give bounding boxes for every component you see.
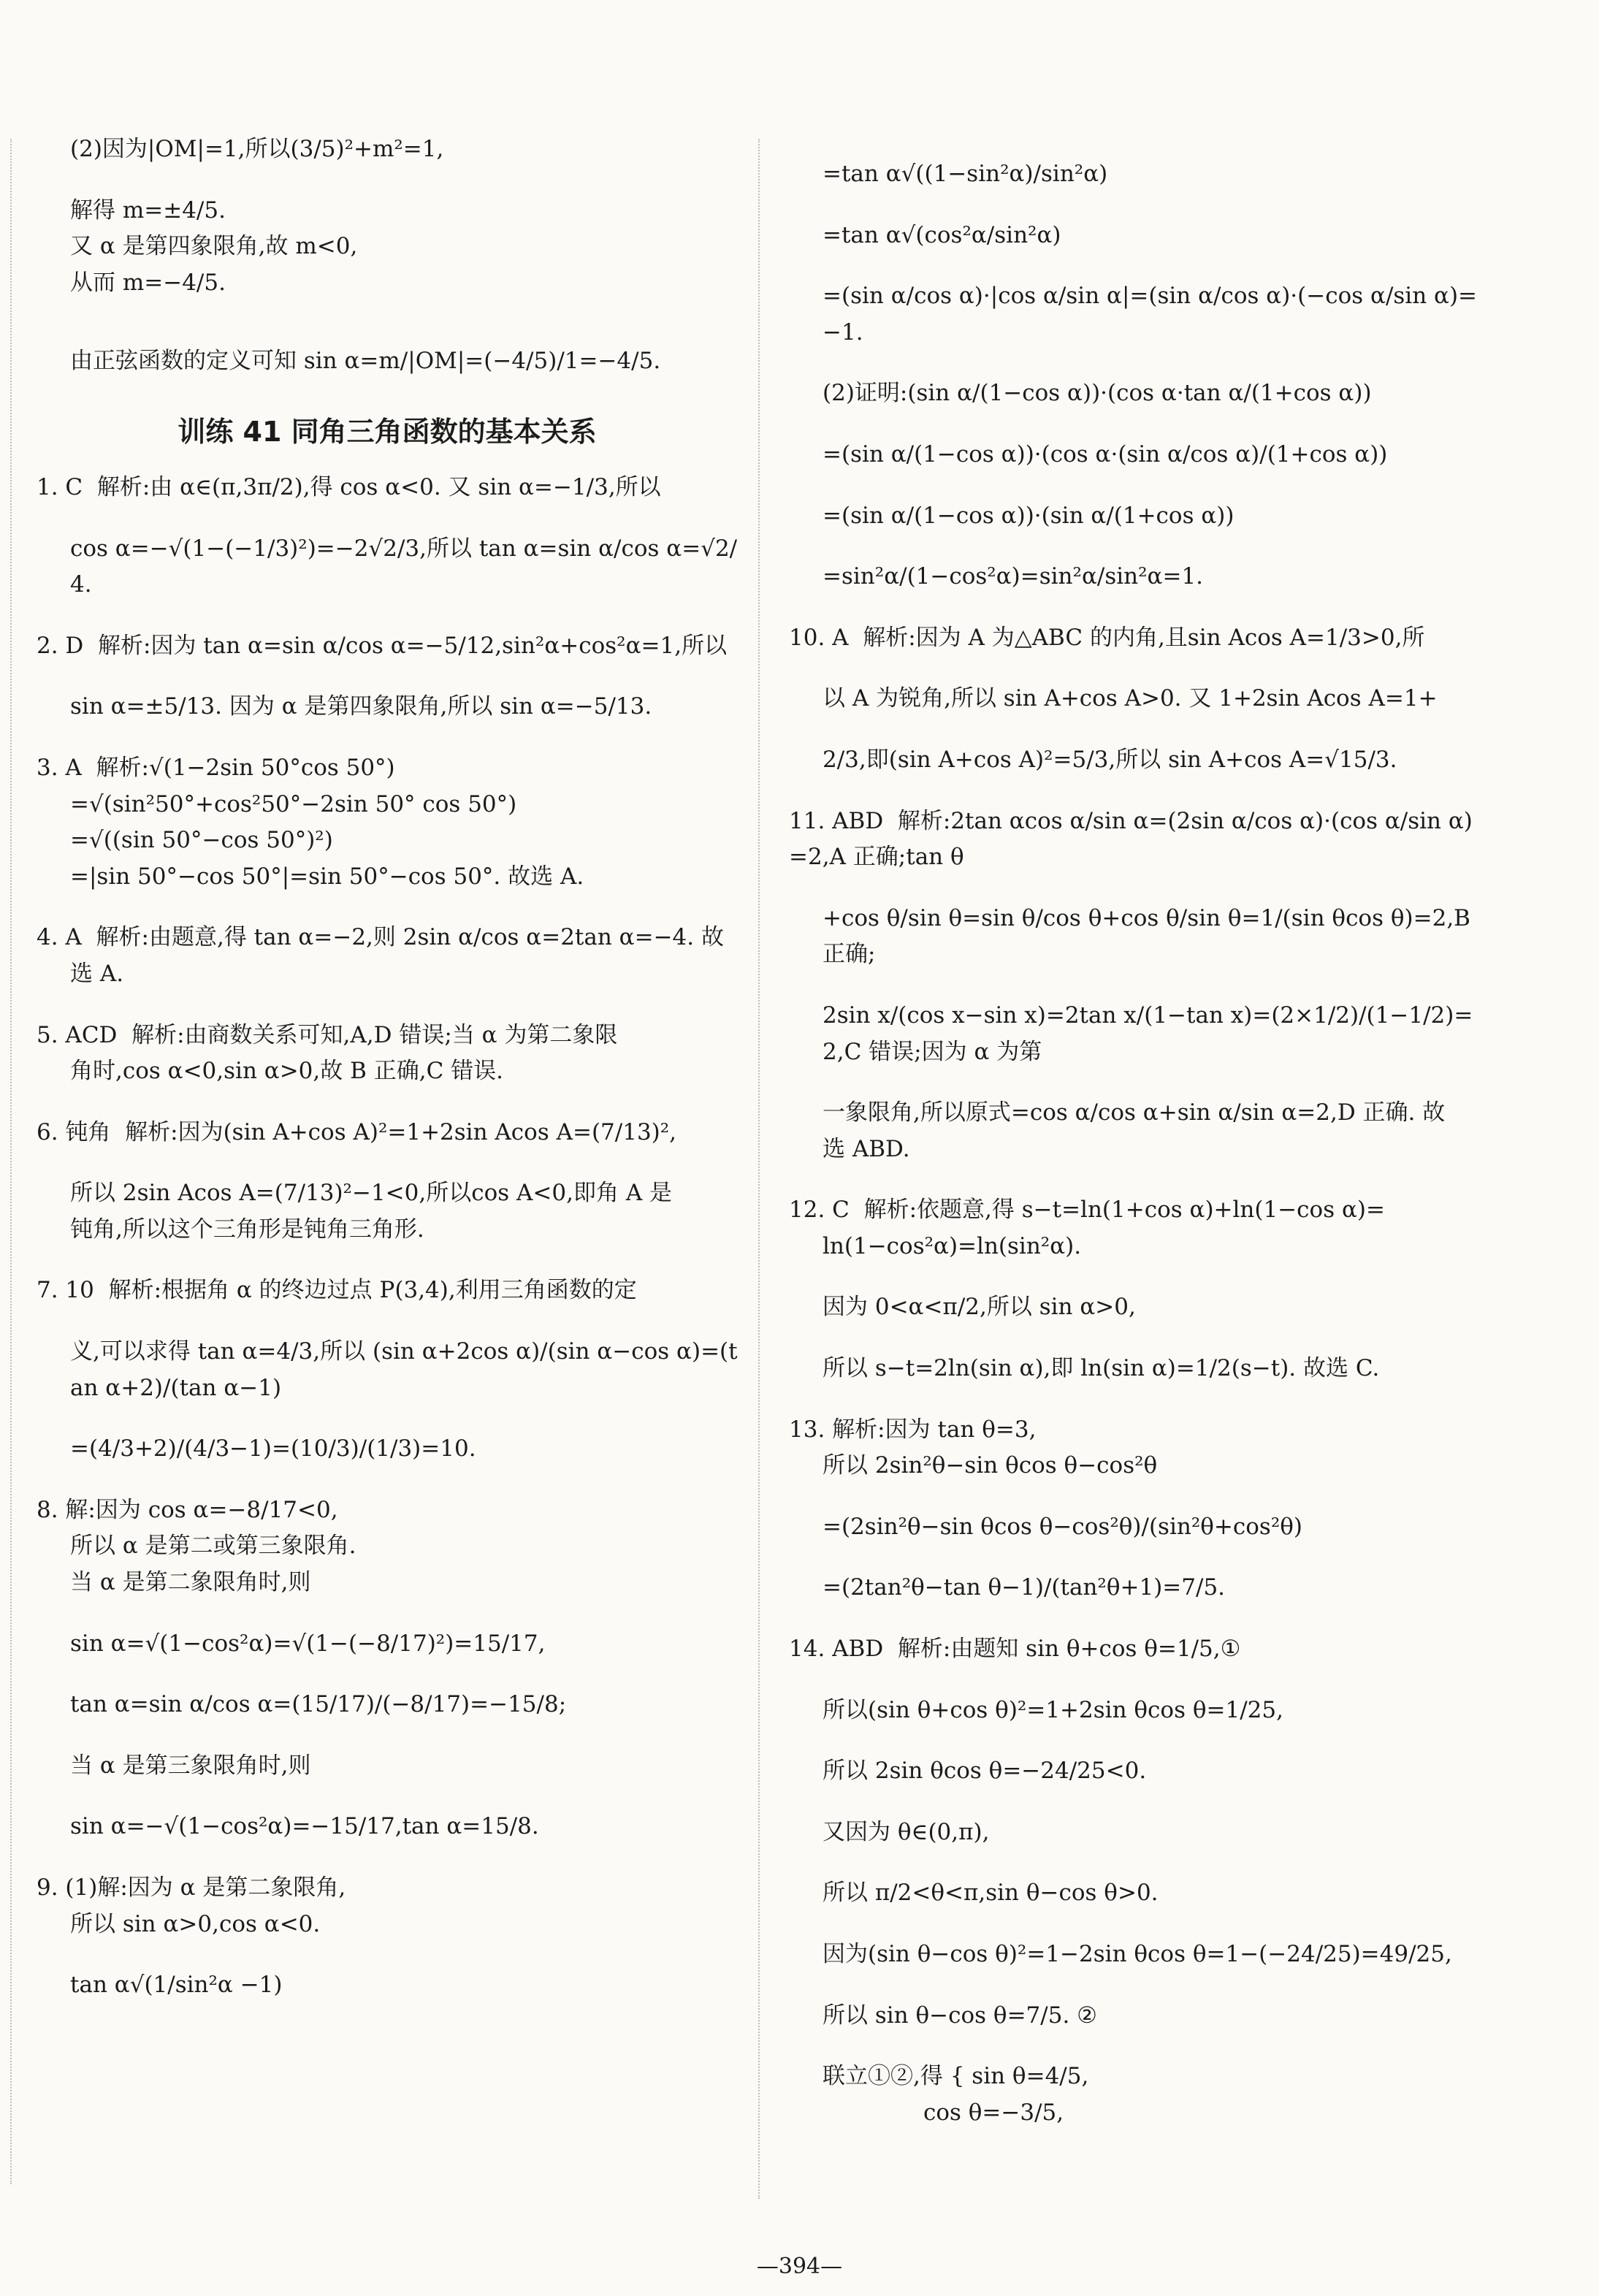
answer-line: 义,可以求得 tan α=4/3,所以 (sin α+2cos α)/(sin α−cos α)=(tan α+2)/(tan α−1) (70, 1338, 738, 1401)
answer-line: 所以 sin α>0,cos α<0. (70, 1910, 321, 1937)
answer-line: ln(1−cos²α)=ln(sin²α). (823, 1232, 1082, 1259)
answer-line: 所以 2sin Acos A=(7/13)²−1<0,所以cos A<0,即角 A 是 (70, 1180, 673, 1207)
answer-line: =(2tan²θ−tan θ−1)/(tan²θ+1)=7/5. (823, 1574, 1226, 1601)
right-column (789, 131, 1490, 2131)
answer-line: 6. 钝角 解析:因为(sin A+cos A)²=1+2sin Acos A=(7/13)², (37, 1118, 677, 1145)
answer-line: 以 A 为锐角,所以 sin A+cos A>0. 又 1+2sin Acos A=1+ (823, 685, 1438, 712)
answer-line: 所以(sin θ+cos θ)²=1+2sin θcos θ=1/25, (823, 1696, 1283, 1723)
section-title: 训练 41 同角三角函数的基本关系 (178, 415, 597, 448)
answer-line: 所以 2sin²θ−sin θcos θ−cos²θ (823, 1452, 1158, 1479)
answer-line: 一象限角,所以原式=cos α/cos α+sin α/sin α=2,D 正确. 故 (823, 1099, 1446, 1126)
answer-line: 选 ABD. (823, 1135, 910, 1162)
answer-line: 钝角,所以这个三角形是钝角三角形. (70, 1216, 424, 1243)
answer-line: 13. 解析:因为 tan θ=3, (789, 1416, 1037, 1443)
answer-line: 联立①②,得 { sin θ=4/5, (823, 2063, 1089, 2090)
answer-line: =(4/3+2)/(4/3−1)=(10/3)/(1/3)=10. (70, 1435, 476, 1462)
answer-line: sin α=√(1−cos²α)=√(1−(−8/17)²)=15/17, (70, 1630, 546, 1657)
text-line: 解得 m=±4/5. (70, 197, 226, 224)
answer-line: 所以 s−t=2ln(sin α),即 ln(sin α)=1/2(s−t). 故选 C. (823, 1355, 1380, 1382)
answer-line: sin α=−√(1−cos²α)=−15/17,tan α=15/8. (70, 1813, 539, 1840)
answer-line: 当 α 是第三象限角时,则 (70, 1752, 311, 1779)
answer-line: =tan α√((1−sin²α)/sin²α) (823, 161, 1108, 187)
answer-line: 所以 π/2<θ<π,sin θ−cos θ>0. (823, 1880, 1159, 1907)
answer-line: 12. C 解析:依题意,得 s−t=ln(1+cos α)+ln(1−cos α)= (789, 1197, 1385, 1224)
answer-line: +cos θ/sin θ=sin θ/cos θ+cos θ/sin θ=1/(sin θcos θ)=2,B 正确; (823, 904, 1478, 968)
text-line: 从而 m=−4/5. (70, 269, 226, 296)
answer-line: =√((sin 50°−cos 50°)²) (70, 827, 333, 854)
answer-line: cos θ=−3/5, (823, 2099, 1064, 2126)
answer-line: =|sin 50°−cos 50°|=sin 50°−cos 50°. 故选 A. (70, 863, 584, 890)
text-line: 又 α 是第四象限角,故 m<0, (70, 233, 358, 260)
answer-line: 2/3,即(sin A+cos A)²=5/3,所以 sin A+cos A=√15/3. (823, 746, 1397, 773)
answer-line: cos α=−√(1−(−1/3)²)=−2√2/3,所以 tan α=sin α/cos α=√2/4. (70, 535, 738, 598)
page-number: —394— (756, 2254, 843, 2279)
column-divider (758, 139, 760, 2199)
left-margin-rule (10, 139, 12, 2184)
answer-line: 当 α 是第二象限角时,则 (70, 1569, 311, 1596)
answer-line: 所以 2sin θcos θ=−24/25<0. (823, 1758, 1147, 1785)
answer-line: 所以 α 是第二或第三象限角. (70, 1533, 356, 1560)
answer-line: (2)证明:(sin α/(1−cos α))·(cos α·tan α/(1+cos α)) (823, 380, 1372, 407)
answer-line: 4. A 解析:由题意,得 tan α=−2,则 2sin α/cos α=2tan α=−4. 故 (37, 924, 724, 951)
text-line: 由正弦函数的定义可知 sin α=m/|OM|=(−4/5)/1=−4/5. (70, 348, 661, 375)
text-line: (2)因为|OM|=1,所以(3/5)²+m²=1, (70, 136, 444, 162)
answer-line: tan α√(1/sin²α −1) (70, 1972, 283, 1999)
answer-line: 5. ACD 解析:由商数关系可知,A,D 错误;当 α 为第二象限 (37, 1021, 618, 1048)
answer-line: 2. D 解析:因为 tan α=sin α/cos α=−5/12,sin²α+cos²α=1,所以 (37, 632, 728, 659)
answer-line: 因为 0<α<π/2,所以 sin α>0, (823, 1294, 1136, 1321)
answer-line: =sin²α/(1−cos²α)=sin²α/sin²α=1. (823, 563, 1204, 590)
answer-line: 3. A 解析:√(1−2sin 50°cos 50°) (37, 754, 395, 781)
answer-line: =(sin α/cos α)·|cos α/sin α|=(sin α/cos α)·(−cos α/sin α)=−1. (823, 283, 1478, 346)
answer-line: 8. 解:因为 cos α=−8/17<0, (37, 1496, 338, 1523)
answer-line: sin α=±5/13. 因为 α 是第四象限角,所以 sin α=−5/13. (70, 693, 652, 720)
left-column (37, 131, 738, 2004)
answer-line: 因为(sin θ−cos θ)²=1−2sin θcos θ=1−(−24/25)=49/25, (823, 1941, 1452, 1967)
answer-line: =tan α√(cos²α/sin²α) (823, 221, 1061, 248)
answer-line: tan α=sin α/cos α=(15/17)/(−8/17)=−15/8; (70, 1691, 567, 1718)
answer-line: 1. C 解析:由 α∈(π,3π/2),得 cos α<0. 又 sin α=−1/3,所以 (37, 473, 661, 500)
answer-line: 选 A. (70, 960, 124, 987)
answer-line: =(2sin²θ−sin θcos θ−cos²θ)/(sin²θ+cos²θ) (823, 1513, 1303, 1540)
answer-line: 14. ABD 解析:由题知 sin θ+cos θ=1/5,① (789, 1636, 1241, 1663)
answer-line: 9. (1)解:因为 α 是第二象限角, (37, 1874, 346, 1901)
answer-line: =(sin α/(1−cos α))·(sin α/(1+cos α)) (823, 502, 1234, 529)
answer-line: 7. 10 解析:根据角 α 的终边过点 P(3,4),利用三角函数的定 (37, 1277, 637, 1304)
answer-line: 又因为 θ∈(0,π), (823, 1818, 990, 1845)
answer-line: =√(sin²50°+cos²50°−2sin 50° cos 50°) (70, 790, 517, 817)
answer-line: 10. A 解析:因为 A 为△ABC 的内角,且sin Acos A=1/3>0,所 (789, 624, 1425, 651)
answer-line: 角时,cos α<0,sin α>0,故 B 正确,C 错误. (70, 1058, 504, 1085)
answer-line: 所以 sin θ−cos θ=7/5. ② (823, 2002, 1097, 2029)
answer-line: 11. ABD 解析:2tan αcos α/sin α=(2sin α/cos α)·(cos α/sin α)=2,A 正确;tan θ (789, 807, 1473, 871)
answer-line: 2sin x/(cos x−sin x)=2tan x/(1−tan x)=(2×1/2)/(1−1/2)=2,C 错误;因为 α 为第 (823, 1002, 1473, 1065)
answer-line: =(sin α/(1−cos α))·(cos α·(sin α/cos α)/(1+cos α)) (823, 440, 1388, 468)
